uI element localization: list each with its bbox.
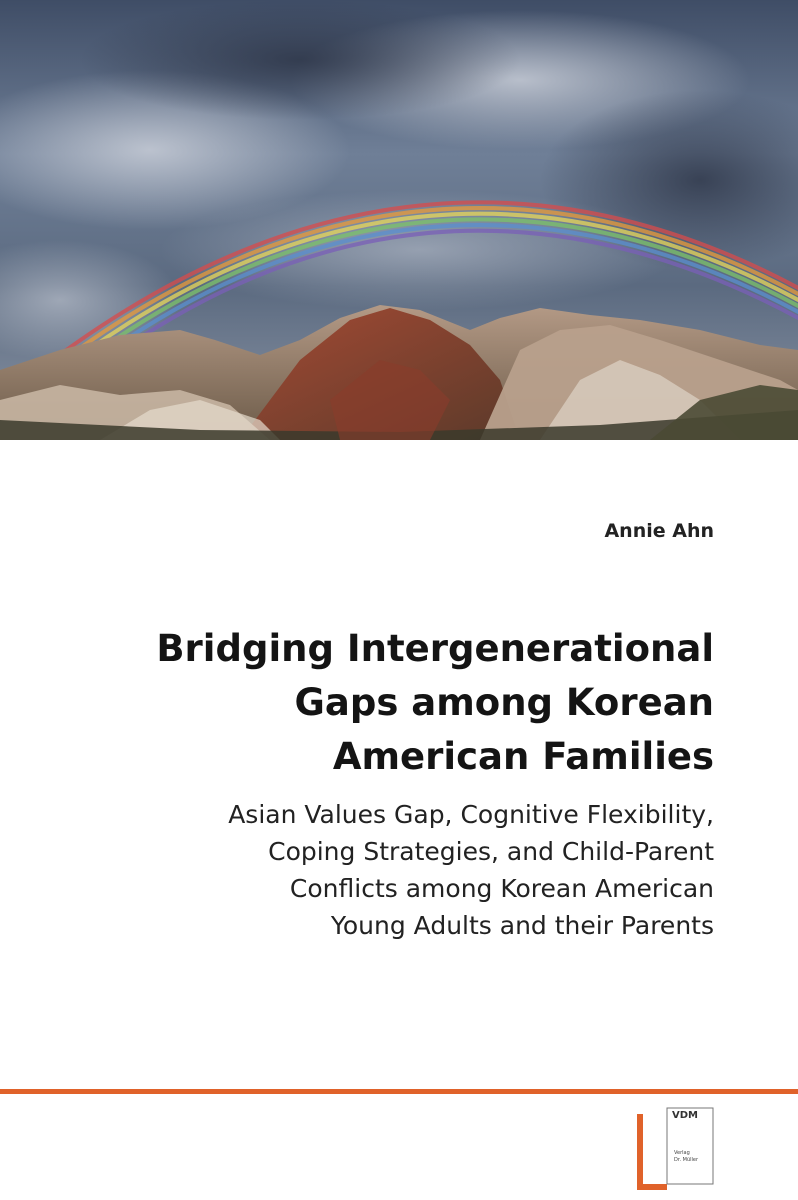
author-name: Annie Ahn xyxy=(604,520,714,542)
book-subtitle xyxy=(24,796,714,944)
subtitle-line: Asian Values Gap, Cognitive Flexibility, xyxy=(228,800,714,829)
subtitle-line: Conflicts among Korean American xyxy=(289,874,714,903)
subtitle-line: Coping Strategies, and Child-Parent xyxy=(268,837,714,866)
subtitle-line: Young Adults and their Parents xyxy=(330,911,714,940)
rainbow-mountain-photo xyxy=(0,0,798,440)
publisher-logo-subtext: Verlag Dr. Müller xyxy=(674,1150,699,1163)
title-line: American Families xyxy=(332,735,714,778)
accent-rule xyxy=(0,1089,798,1094)
title-line: Gaps among Korean xyxy=(294,681,714,724)
book-title xyxy=(34,622,714,784)
title-line: Bridging Intergenerational xyxy=(156,627,714,670)
publisher-logo-text: VDM xyxy=(672,1110,698,1121)
